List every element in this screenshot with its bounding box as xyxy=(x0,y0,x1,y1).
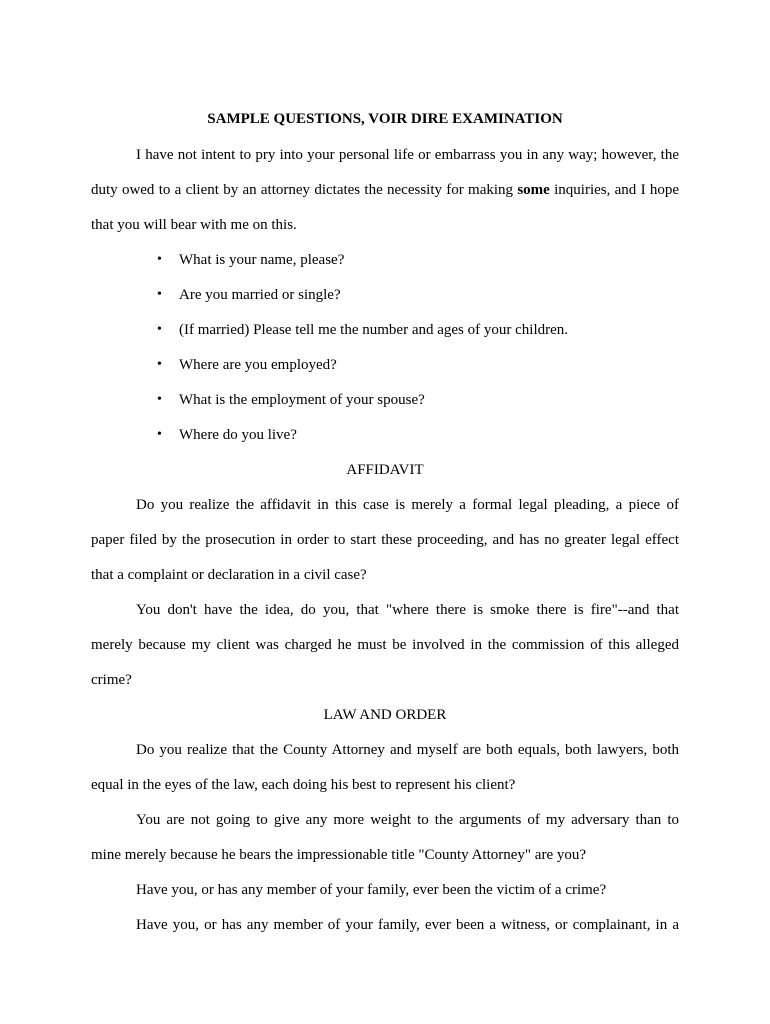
law-p1-line-2: equal in the eyes of the law, each doing his best to represent his client? xyxy=(91,777,516,793)
bullet-item xyxy=(91,390,679,425)
law-p2-line-2: mine merely because he bears the impressionable title "County Attorney" are you? xyxy=(91,847,587,863)
bullet-item xyxy=(91,250,679,285)
bullet-icon: • xyxy=(157,357,162,372)
intro-line-2-a: duty owed to a client by an attorney dictates the necessity for making xyxy=(91,182,514,198)
bullet-item xyxy=(91,425,679,460)
affidavit-heading: AFFIDAVIT xyxy=(346,462,424,478)
bullet-text: Where do you live? xyxy=(179,427,297,443)
bullet-icon: • xyxy=(157,427,162,442)
bullet-text: Are you married or single? xyxy=(179,287,341,303)
affidavit-p1-line-1: Do you realize the affidavit in this case is merely a formal legal pleading, a piece of xyxy=(136,497,679,513)
law-p3-line-1: Have you, or has any member of your family, ever been the victim of a crime? xyxy=(136,882,607,898)
law-and-order-heading: LAW AND ORDER xyxy=(323,707,447,723)
bullet-icon: • xyxy=(157,252,162,267)
bullet-icon: • xyxy=(157,322,162,337)
bullet-text: What is the employment of your spouse? xyxy=(179,392,425,408)
intro-line-2 xyxy=(91,180,679,215)
bullet-icon: • xyxy=(157,287,162,302)
bullet-text: What is your name, please? xyxy=(179,252,345,268)
document-page xyxy=(91,109,679,950)
affidavit-p1-line-3: that a complaint or declaration in a civil case? xyxy=(91,567,367,583)
bullet-text: (If married) Please tell me the number and ages of your children. xyxy=(179,322,569,338)
affidavit-p2-line-1: You don't have the idea, do you, that "where there is smoke there is fire"--and that xyxy=(136,602,679,618)
affidavit-p1-line-2: paper filed by the prosecution in order to start these proceeding, and has no greater legal effect xyxy=(91,532,679,548)
law-p1-line-1: Do you realize that the County Attorney and myself are both equals, both lawyers, both xyxy=(136,742,679,758)
bullet-icon: • xyxy=(157,392,162,407)
bullet-item xyxy=(91,355,679,390)
intro-line-2-c: inquiries, and I hope xyxy=(554,182,679,198)
intro-line-3: that you will bear with me on this. xyxy=(91,217,297,233)
bullet-item xyxy=(91,285,679,320)
law-p2-line-1: You are not going to give any more weight to the arguments of my adversary than to xyxy=(136,812,679,828)
intro-line-1: I have not intent to pry into your personal life or embarrass you in any way; however, the xyxy=(136,147,679,163)
law-p4-line-1: Have you, or has any member of your family, ever been a witness, or complainant, in a xyxy=(136,917,679,933)
bullet-text: Where are you employed? xyxy=(179,357,337,373)
affidavit-p2-line-3: crime? xyxy=(91,672,132,688)
bullet-item xyxy=(91,320,679,355)
document-title: SAMPLE QUESTIONS, VOIR DIRE EXAMINATION xyxy=(207,111,563,127)
intro-emphasis: some xyxy=(517,182,550,198)
affidavit-p2-line-2: merely because my client was charged he must be involved in the commission of this alleged xyxy=(91,637,679,653)
